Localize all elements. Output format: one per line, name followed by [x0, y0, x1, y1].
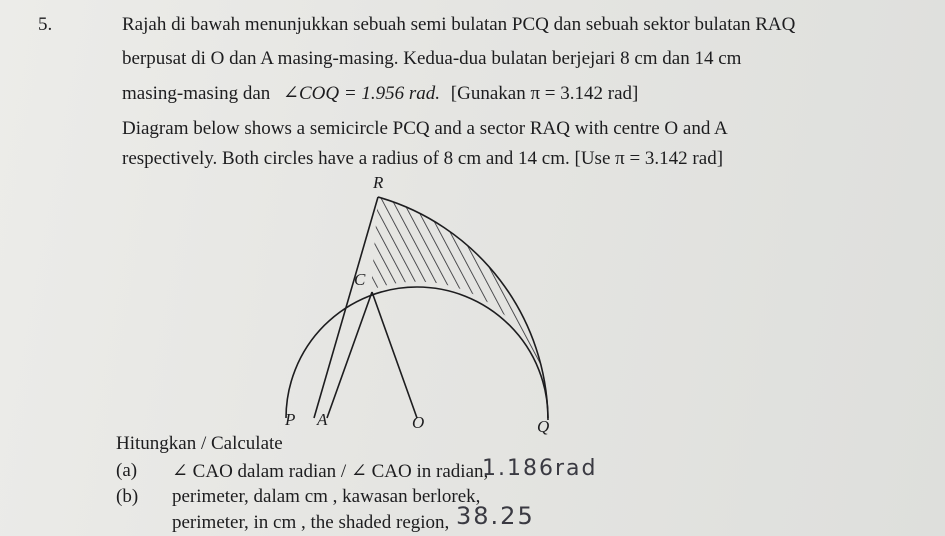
part-b-label: (b) — [116, 486, 139, 507]
part-a-text: ∠ CAO dalam radian / ∠ CAO in radian, — [172, 461, 489, 482]
angle-coq-value: ∠COQ = 1.956 rad. — [283, 83, 441, 104]
label-r: R — [373, 173, 384, 192]
question-english-line-2: respectively. Both circles have a radius of 8 cm and 14 cm. [Use π = 3.142 rad] — [122, 148, 724, 169]
label-o: O — [412, 413, 425, 432]
part-b-text: perimeter, dalam cm , kawasan berlorek, — [172, 486, 481, 507]
label-c: C — [354, 270, 366, 289]
question-malay-line-2: berpusat di O dan A masing-masing. Kedua-dua bulatan berjejari 8 cm dan 14 cm — [122, 48, 742, 69]
part-b-text-english: perimeter, in cm , the shaded region, — [172, 512, 450, 533]
part-b-handwritten-answer: 38.25 — [456, 502, 535, 530]
question-malay-line-1: Rajah di bawah menunjukkan sebuah semi bulatan PCQ dan sebuah sektor bulatan RAQ — [122, 14, 796, 35]
part-a-label: (a) — [116, 460, 138, 481]
label-p: P — [285, 410, 296, 429]
calculate-heading: Hitungkan / Calculate — [116, 433, 283, 454]
shaded-region — [371, 197, 548, 420]
label-q: Q — [537, 417, 550, 436]
part-a-handwritten-answer: 1.186rad — [482, 456, 598, 481]
malay-line-3-start: masing-masing dan — [122, 83, 271, 104]
question-number: 5. — [38, 14, 53, 35]
label-a: A — [317, 410, 328, 429]
use-pi-note-malay: [Gunakan π = 3.142 rad] — [450, 83, 639, 104]
question-english-line-1: Diagram below shows a semicircle PCQ and a sector RAQ with centre O and A — [122, 118, 728, 139]
line-ac — [327, 292, 372, 418]
line-co — [372, 292, 417, 418]
